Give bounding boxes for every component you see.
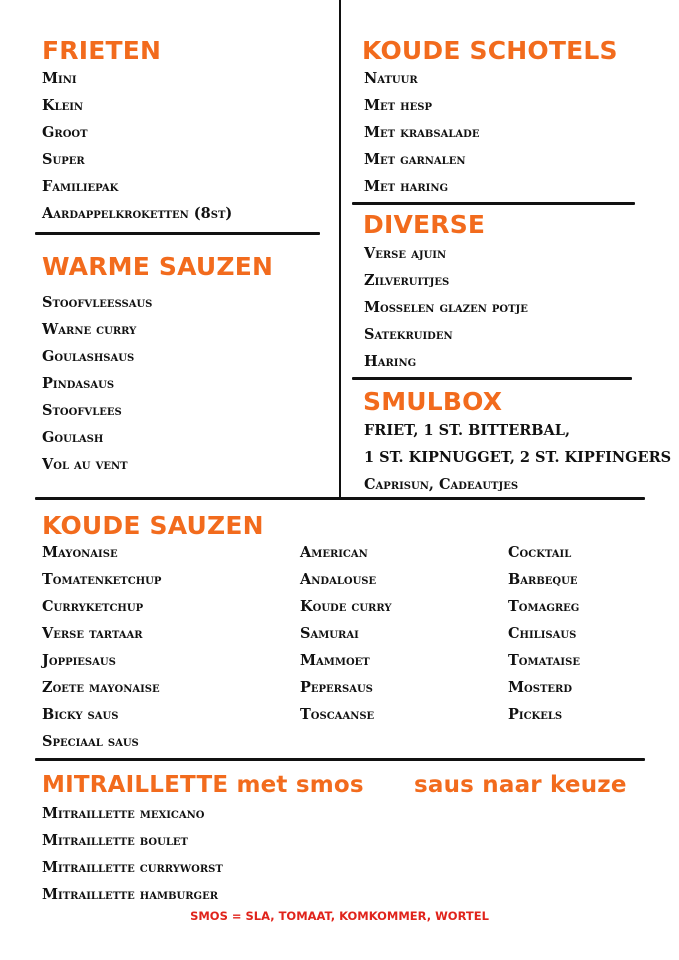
list-item: Met garnalen [364, 151, 466, 168]
list-item: Mosselen glazen potje [364, 299, 528, 316]
list-item: Met krabsalade [364, 124, 480, 141]
list-item: Samurai [300, 625, 359, 642]
list-item: Verse ajuin [364, 245, 447, 262]
list-item: Zilveruitjes [364, 272, 450, 289]
saus-naar-keuze-label: saus naar keuze [414, 772, 627, 798]
list-item: Speciaal saus [42, 733, 139, 750]
list-item: Andalouse [300, 571, 377, 588]
list-item: Cocktail [508, 544, 572, 561]
list-item: Familiepak [42, 178, 119, 195]
list-item: Satekruiden [364, 326, 453, 343]
mitraillette-list [42, 800, 223, 908]
frieten-heading: FRIETEN [42, 36, 162, 65]
koude-sauzen-heading: KOUDE SAUZEN [42, 511, 264, 540]
list-item: Pickels [508, 706, 563, 723]
list-item: Stoofvlees [42, 402, 122, 419]
divider-koude-schotels [352, 202, 635, 205]
list-item: Koude curry [300, 598, 392, 615]
list-item: Caprisun, Cadeautjes [364, 476, 519, 493]
smos-footnote: SMOS = SLA, TOMAAT, KOMKOMMER, WORTEL [190, 909, 489, 923]
list-item: Pepersaus [300, 679, 373, 696]
list-item: Tomataise [508, 652, 580, 669]
list-item: Goulash [42, 429, 104, 446]
list-item: Mosterd [508, 679, 573, 696]
smulbox-list [364, 417, 671, 498]
koude-sauzen-column-1 [42, 539, 161, 755]
list-item: Haring [364, 353, 417, 370]
frieten-list [42, 65, 232, 227]
list-item: Met haring [364, 178, 449, 195]
diverse-heading: DIVERSE [363, 210, 486, 239]
list-item: Barbeque [508, 571, 578, 588]
koude-sauzen-column-2 [300, 539, 392, 728]
list-item: Mayonaise [42, 544, 118, 561]
list-item: Goulashsaus [42, 348, 135, 365]
koude-sauzen-column-3 [508, 539, 580, 728]
list-item: Mini [42, 70, 77, 87]
list-item: Natuur [364, 70, 418, 87]
list-item: Warne curry [42, 321, 137, 338]
warme-sauzen-list [42, 289, 152, 478]
list-item: Mitraillette boulet [42, 832, 188, 849]
list-item: American [300, 544, 368, 561]
list-item: Curryketchup [42, 598, 144, 615]
list-item: Tomagreg [508, 598, 580, 615]
koude-schotels-list [364, 65, 479, 200]
list-item: Bicky saus [42, 706, 119, 723]
warme-sauzen-heading: WARME SAUZEN [42, 252, 274, 281]
center-vertical-divider [339, 0, 341, 497]
list-item: Vol au vent [42, 456, 128, 473]
list-item: Stoofvleessaus [42, 294, 153, 311]
list-item: Pindasaus [42, 375, 115, 392]
list-item: Toscaanse [300, 706, 375, 723]
list-item: Tomatenketchup [42, 571, 162, 588]
list-item: Joppiesaus [42, 652, 116, 669]
list-item: Mitraillette hamburger [42, 886, 219, 903]
mitraillette-heading: MITRAILLETTE met smos [42, 772, 364, 798]
list-item: 1 ST. KIPNUGGET, 2 ST. KIPFINGERS [364, 449, 672, 466]
koude-schotels-heading: KOUDE SCHOTELS [362, 36, 618, 65]
divider-koude-sauzen [35, 758, 645, 761]
list-item: Verse tartaar [42, 625, 143, 642]
smulbox-heading: SMULBOX [363, 387, 503, 416]
list-item: Aardappelkroketten (8st) [42, 205, 233, 222]
list-item: Met hesp [364, 97, 432, 114]
list-item: Zoete mayonaise [42, 679, 160, 696]
list-item: Mitraillette mexicano [42, 805, 205, 822]
list-item: Mitraillette curryworst [42, 859, 223, 876]
diverse-list [364, 240, 528, 375]
list-item: Mammoet [300, 652, 370, 669]
list-item: FRIET, 1 ST. BITTERBAL, [364, 422, 571, 439]
list-item: Super [42, 151, 85, 168]
divider-frieten [35, 232, 320, 235]
divider-diverse [352, 377, 632, 380]
list-item: Groot [42, 124, 88, 141]
list-item: Klein [42, 97, 84, 114]
list-item: Chilisaus [508, 625, 577, 642]
